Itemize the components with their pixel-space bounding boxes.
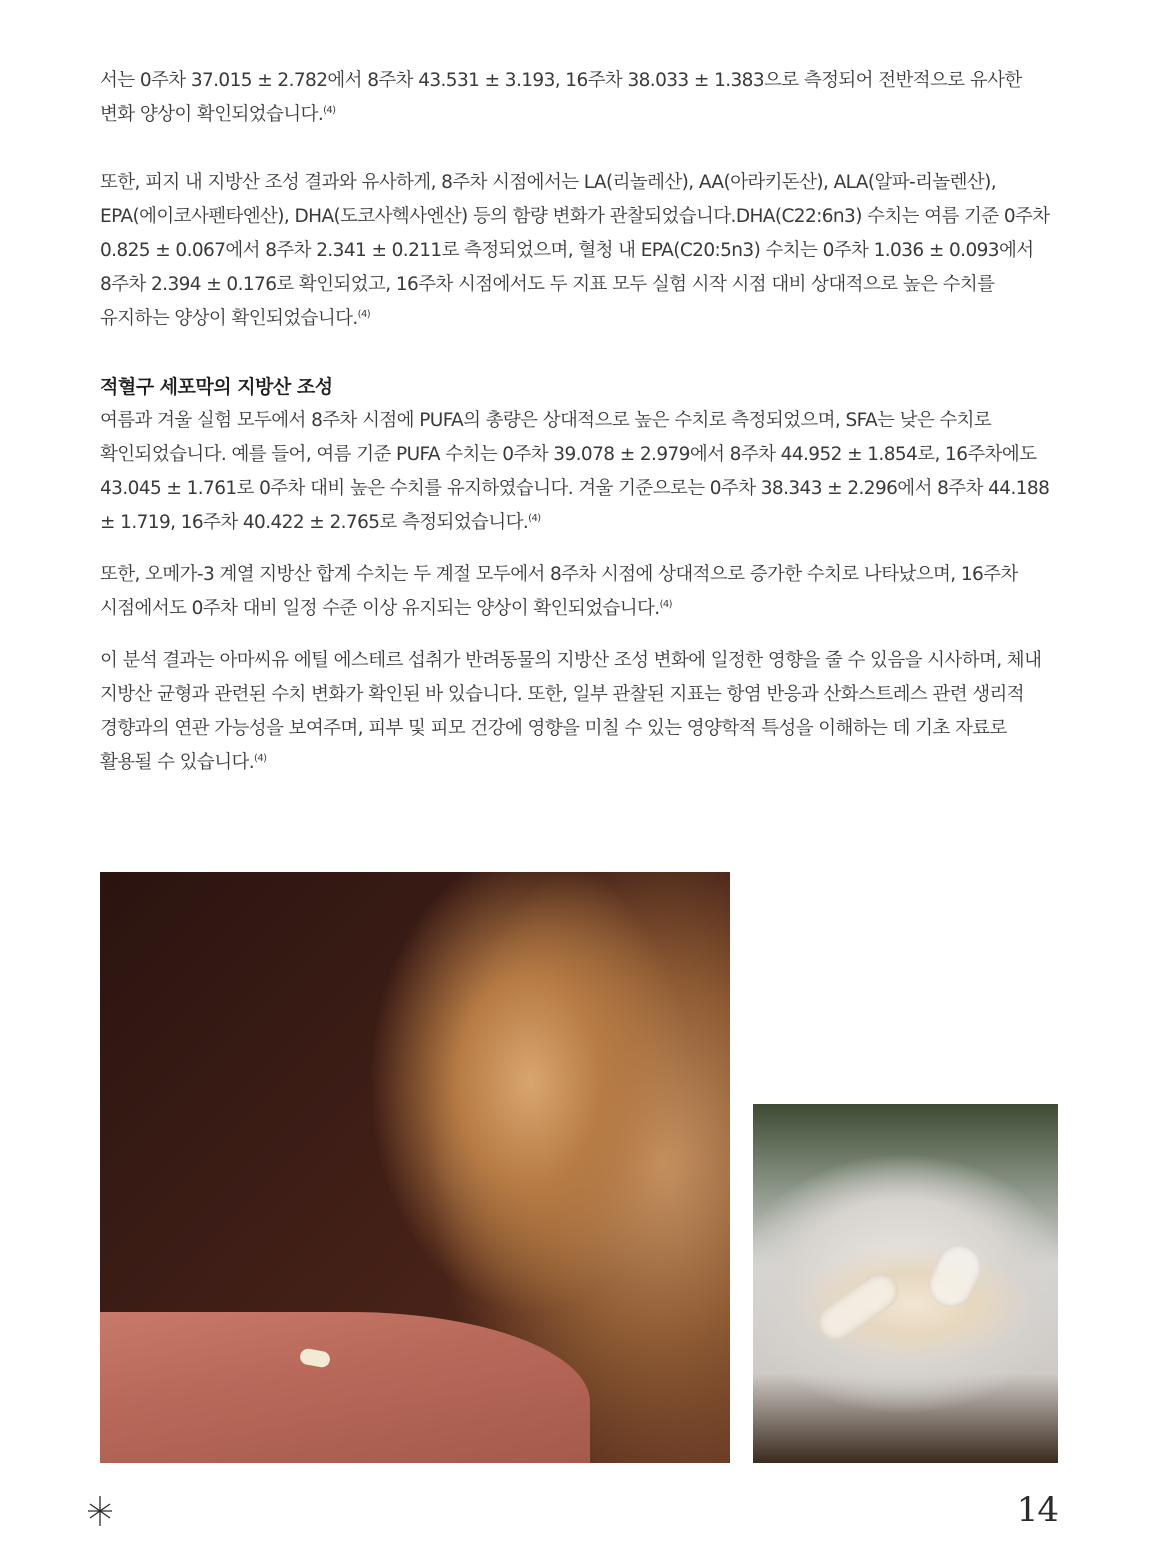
dog-photo xyxy=(100,872,730,1463)
page-number: 14 xyxy=(1016,1490,1058,1530)
reference-mark: (4) xyxy=(659,598,672,610)
section-heading: 적혈구 세포막의 지방산 조성 xyxy=(100,376,333,398)
capsule-shape xyxy=(811,1266,905,1347)
hand-shape xyxy=(100,1312,590,1463)
reference-mark: (4) xyxy=(528,512,541,524)
reference-mark: (4) xyxy=(357,308,371,320)
paragraph-3: 여름과 겨울 실험 모두에서 8주차 시점에 PUFA의 총량은 상대적으로 높은 수치로 측정되었으며, SFA는 낮은 수치로 확인되었습니다. 예를 들어, 여름 기준 PUFA 수치는 0주차 39.078 ± 2.979에서 8주차 44.952 ± 1.854로, 16주차에도 43.045 ± 1.761로 0주차 대비 높은 수치를 유지하였습니다. 겨울 기준으로는 0주차 38.343 ± 2.296에서 8주차 44.188 ± 1.719, 16주차 40.422 ± 2.765로 측정되었습니다.$^{(4)}$ xyxy=(100,410,1050,533)
star-ornament-icon xyxy=(87,1494,113,1528)
paragraph-4: 또한, 오메가-3 계열 지방산 합계 수치는 두 계절 모두에서 8주차 시점에 상대적으로 증가한 수치로 나타났으며, 16주차 시점에서도 0주차 대비 일정 수준 이상 유지되는 양상이 확인되었습니다.$^{(4)}$ xyxy=(100,564,1018,619)
reference-mark: (4) xyxy=(254,752,267,764)
paragraph-1: 서는 0주차 37.015 ± 2.782에서 8주차 43.531 ± 3.193, 16주차 38.033 ± 1.383으로 측정되어 전반적으로 유사한 변화 양상이 확인되었습니다.$^{(4)}$ xyxy=(100,70,1022,125)
reference-mark: (4) xyxy=(323,104,336,116)
document-body xyxy=(100,64,1050,780)
oyster-shell-photo xyxy=(753,1104,1058,1463)
paragraph-5: 이 분석 결과는 아마씨유 에틸 에스테르 섭취가 반려동물의 지방산 조성 변화에 일정한 영향을 줄 수 있음을 시사하며, 체내 지방산 균형과 관련된 수치 변화가 확인된 바 있습니다. 또한, 일부 관찰된 지표는 항염 반응과 산화스트레스 관련 생리적 경향과의 연관 가능성을 보여주며, 피부 및 피모 건강에 영향을 미칠 수 있는 영양학적 특성을 이해하는 데 기초 자료로 활용될 수 있습니다.$^{(4)}$ xyxy=(100,650,1042,773)
capsule-shape xyxy=(922,1238,989,1315)
paragraph-2: 또한, 피지 내 지방산 조성 결과와 유사하게, 8주차 시점에서는 LA(리놀레산), AA(아라키돈산), ALA(알파-리놀렌산), EPA(에이코사펜타엔산), DHA(도코사헥사엔산) 등의 함량 변화가 관찰되었습니다.DHA(C22:6n3) 수치는 여름 기준 0주차 0.825 ± 0.067에서 8주차 2.341 ± 0.211로 측정되었으며, 혈청 내 EPA(C20:5n3) 수치는 0주차 1.036 ± 0.093에서 8주차 2.394 ± 0.176로 확인되었고, 16주차 시점에서도 두 지표 모두 실험 시작 시점 대비 상대적으로 높은 수치를 유지하는 양상이 확인되었습니다.$^{(4)}$ xyxy=(100,172,1050,329)
